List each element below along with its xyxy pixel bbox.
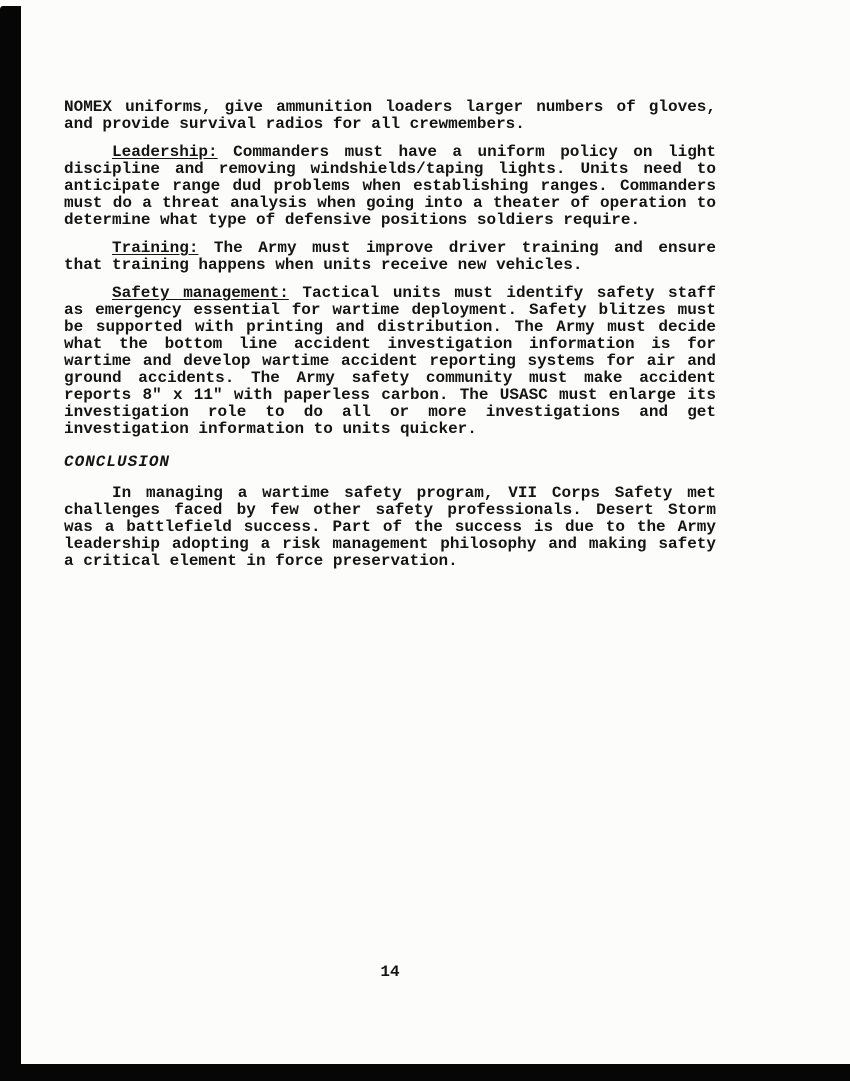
page-number: 14	[380, 963, 400, 981]
paragraph: Training: The Army must improve driver training and ensure that training happens when units receive new vehicles.	[64, 239, 716, 274]
document-body	[64, 99, 716, 581]
paragraph: Leadership: Commanders must have a uniform policy on light discipline and removing windshields/taping lights. Units need to anticipate range dud problems when establishing ranges. Commanders must do a threat analysis when going into a theater of operation to determine what type of defensive positions soldiers require.	[64, 143, 716, 229]
underlined-term: Training:	[112, 239, 199, 257]
section-heading: CONCLUSION	[64, 453, 171, 471]
underlined-term: Leadership:	[112, 143, 218, 161]
underlined-term: Safety management:	[112, 284, 289, 302]
paragraph: Safety management: Tactical units must identify safety staff as emergency essential for wartime deployment. Safety blitzes must be supported with printing and distribution. The Army must decide what the bottom line accident investigation information is for wartime and develop wartime accident reporting systems for air and ground accidents. The Army safety community must make accident reports 8" x 11" with paperless carbon. The USASC must enlarge its investigation role to do all or more investigations and get investigation information to units quicker.	[64, 284, 717, 438]
paragraph: NOMEX uniforms, give ammunition loaders larger numbers of gloves, and provide survival radios for all crewmembers.	[64, 98, 716, 133]
scan-artifact-bottom-border	[0, 1064, 850, 1081]
paragraph: In managing a wartime safety program, VII Corps Safety met challenges faced by few other safety professionals. Desert Storm was a battlefield success. Part of the success is due to the Army leadership adopting a risk management philosophy and making safety a critical element in force preservation.	[64, 484, 716, 570]
scan-artifact-left-border	[0, 6, 21, 1081]
